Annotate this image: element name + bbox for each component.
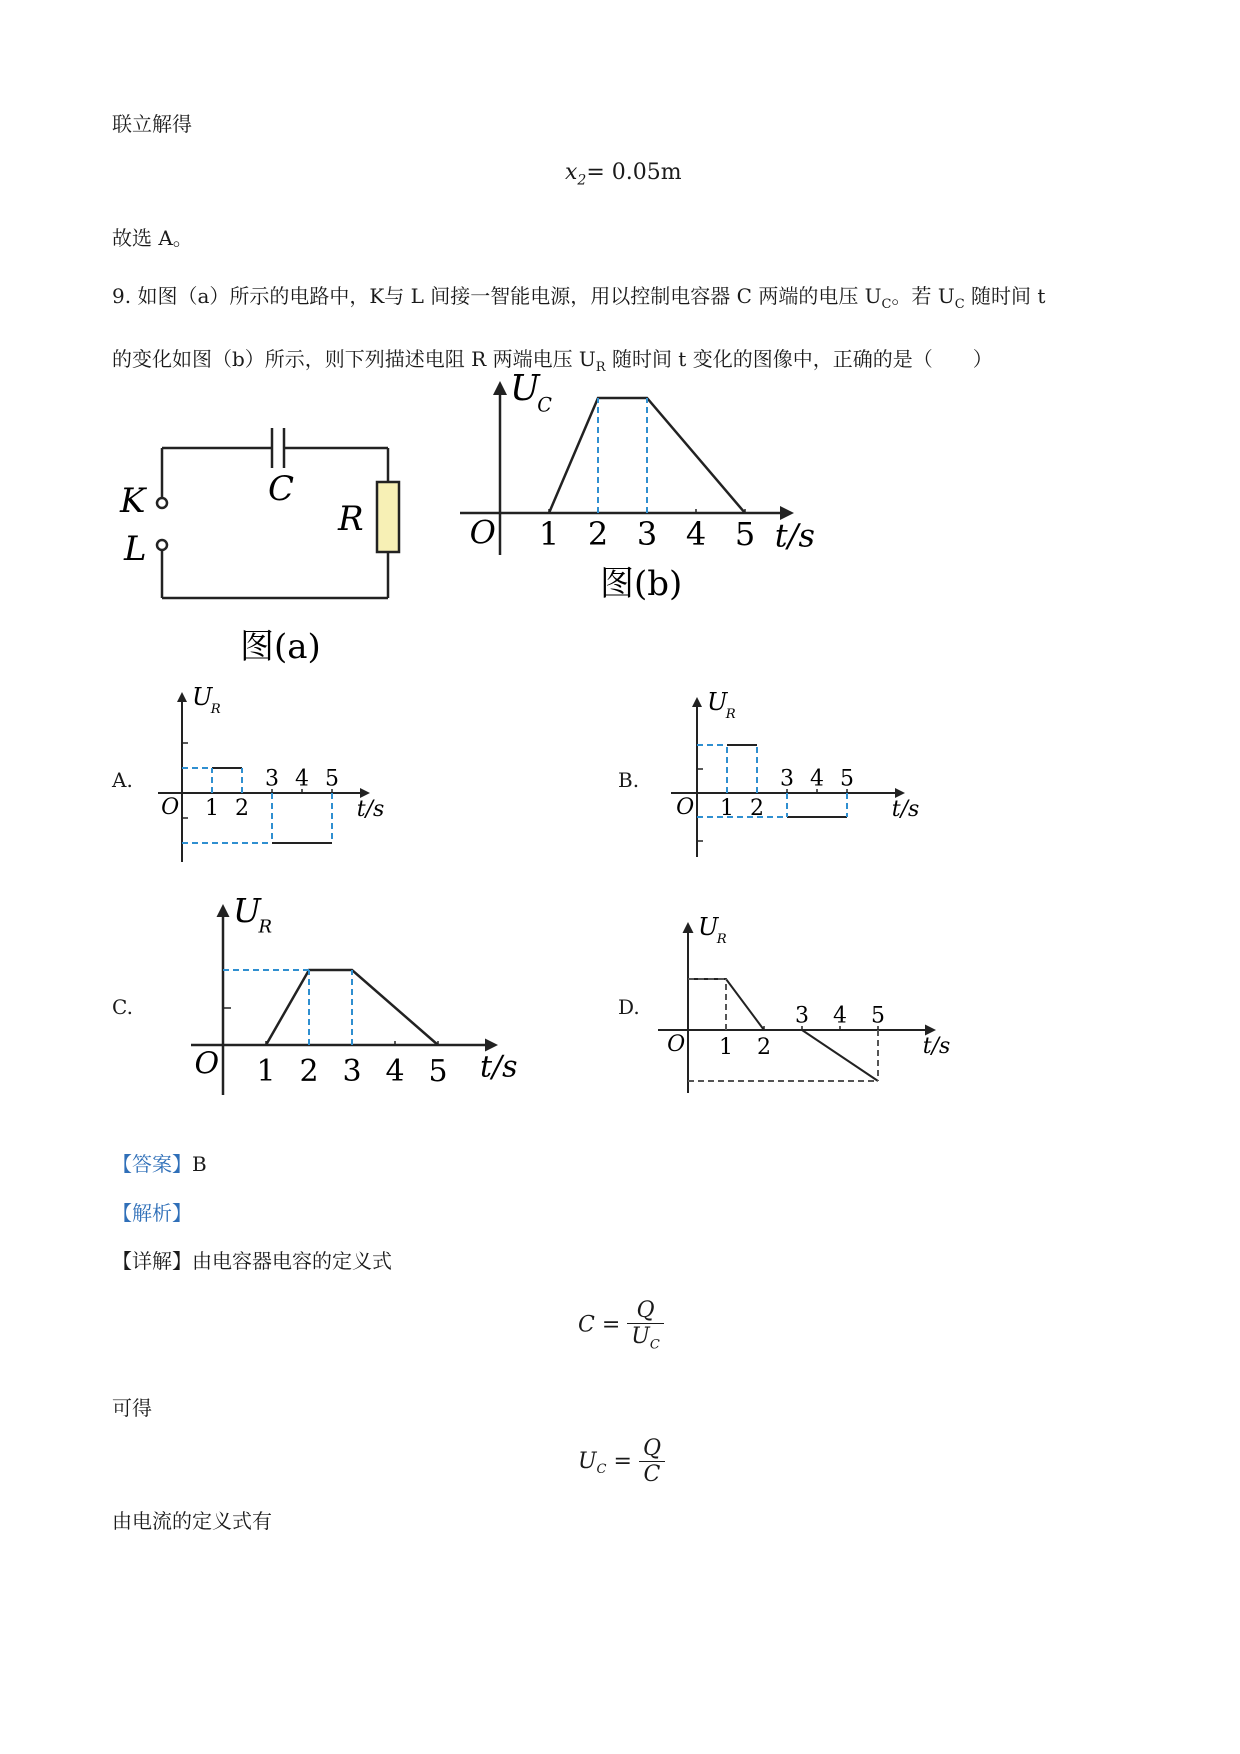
eq1-fraction [627, 1298, 664, 1352]
detail-line [112, 1245, 392, 1274]
x-tick-label: 5 [325, 766, 339, 792]
label-r: R [338, 499, 364, 539]
x-tick-label: 5 [428, 1054, 448, 1089]
detail-text: 由电容器电容的定义式 [192, 1249, 392, 1273]
q1-sub-b: C [954, 297, 965, 312]
question-line-2 [112, 343, 993, 375]
eq1-den-var: U [631, 1324, 650, 1349]
x-tick-label: 2 [235, 796, 249, 821]
detail-label: 【详解】 [112, 1249, 192, 1273]
q1-c: 随时间 t [964, 284, 1046, 308]
answer-label: 【答案】 [112, 1152, 192, 1176]
x-tick-label: 4 [685, 515, 707, 553]
x-tick-label: 3 [795, 1003, 809, 1029]
y-axis-label: U [707, 688, 728, 717]
origin-label: O [194, 1046, 220, 1082]
intro-line: 联立解得 [112, 112, 192, 136]
y-axis-label: U [698, 913, 719, 942]
then-line: 可得 [112, 1396, 152, 1420]
circuit-diagram [110, 400, 410, 670]
y-axis-arrow [493, 381, 507, 395]
q1-b: 。若 U [891, 284, 955, 308]
option-c-chart[interactable] [175, 891, 555, 1110]
eq2-fraction [639, 1436, 665, 1487]
x-tick-label: 2 [750, 796, 764, 821]
eq1-den-sub: C [649, 1337, 660, 1353]
y-axis-label: U [510, 368, 540, 410]
eq1-lhs: C = [578, 1312, 621, 1338]
label-l: L [124, 529, 147, 569]
y-axis-label: U [233, 891, 261, 930]
y-axis-label-sub: R [725, 706, 736, 722]
eq2-num: Q [639, 1436, 665, 1462]
x-tick-label: 1 [256, 1054, 276, 1089]
caption-b: 图(b) [600, 564, 683, 604]
x-tick-label: 5 [871, 1003, 885, 1029]
option-a-chart[interactable] [150, 683, 430, 870]
eq2-den: C [643, 1462, 661, 1487]
option-b-chart[interactable] [665, 688, 945, 875]
analysis-label: 【解析】 [112, 1201, 192, 1225]
eq1-num: Q [627, 1298, 664, 1324]
y-axis-arrow [177, 692, 187, 702]
x-tick-label: 1 [720, 796, 734, 821]
q2-b: 随时间 t 变化的图像中，正确的是（ ） [605, 347, 993, 371]
uc-curve [549, 398, 745, 513]
y-axis-label-sub: R [258, 916, 273, 938]
answer-value: B [192, 1152, 207, 1176]
x-tick-label: 2 [587, 515, 609, 553]
option-d-letter[interactable]: D. [618, 995, 640, 1019]
option-c-letter[interactable]: C. [112, 995, 133, 1019]
x-tick-label: 3 [342, 1054, 362, 1089]
x-axis-label: t/s [480, 1049, 518, 1085]
capacitance-equation [578, 1298, 664, 1352]
q1-sub: C [881, 297, 892, 312]
x-axis-label: t/s [774, 516, 815, 555]
caption-a: 图(a) [240, 627, 321, 667]
x-axis-label: t/s [356, 797, 385, 823]
figure-b-chart [450, 368, 880, 675]
x-tick-label: 5 [840, 766, 854, 792]
y-axis-label-sub: C [537, 393, 552, 417]
option-b-letter[interactable]: B. [618, 768, 640, 792]
y-axis-arrow [692, 697, 702, 707]
eq-rhs: = 0.05m [586, 160, 682, 185]
voltage-equation [578, 1436, 665, 1487]
y-axis-label-sub: R [210, 701, 221, 717]
q2-a: 的变化如图（b）所示，则下列描述电阻 R 两端电压 U [112, 347, 596, 371]
x-tick-label: 3 [265, 766, 279, 792]
x-axis-label: t/s [891, 797, 920, 823]
eq2-lhs: U [578, 1449, 597, 1474]
x-tick-label: 2 [299, 1054, 319, 1089]
x-tick-label: 4 [385, 1054, 405, 1089]
x-tick-label: 1 [719, 1035, 733, 1060]
option-d-chart[interactable] [650, 915, 970, 1100]
x-tick-label: 4 [295, 766, 309, 792]
origin-label: O [667, 1031, 686, 1057]
current-line: 由电流的定义式有 [112, 1509, 272, 1533]
eq-var: x [565, 160, 578, 185]
y-axis-label-sub: R [716, 931, 727, 947]
x-tick-label: 1 [205, 796, 219, 821]
y-axis-label: U [192, 683, 213, 712]
option-a-letter[interactable]: A. [112, 768, 133, 792]
x-axis-label: t/s [922, 1034, 951, 1060]
x-tick-label: 2 [757, 1035, 771, 1060]
q2-sub: R [595, 360, 606, 375]
x-tick-label: 4 [810, 766, 824, 792]
label-c: C [268, 469, 295, 509]
label-k: K [120, 481, 146, 521]
x-tick-label: 1 [538, 515, 560, 553]
x-tick-label: 3 [636, 515, 658, 553]
eq1-den [627, 1324, 664, 1352]
resistor [377, 482, 399, 552]
origin-label: O [469, 513, 496, 552]
origin-label: O [676, 794, 695, 820]
choose-line: 故选 A。 [112, 226, 193, 250]
origin-label: O [161, 794, 180, 820]
result-equation [565, 160, 682, 188]
x-tick-label: 3 [780, 766, 794, 792]
eq2-eq: = [613, 1449, 632, 1474]
eq-sub: 2 [577, 172, 587, 189]
q1-a: 9. 如图（a）所示的电路中，K与 L 间接一智能电源，用以控制电容器 C 两端的电压 U [112, 284, 882, 308]
y-axis-arrow [683, 922, 694, 933]
eq2-lhs-sub: C [596, 1461, 607, 1477]
y-axis-arrow [217, 904, 230, 917]
x-tick-label: 5 [734, 515, 756, 553]
x-tick-label: 4 [833, 1003, 847, 1029]
question-line-1 [112, 280, 1045, 312]
answer-line [112, 1148, 207, 1177]
